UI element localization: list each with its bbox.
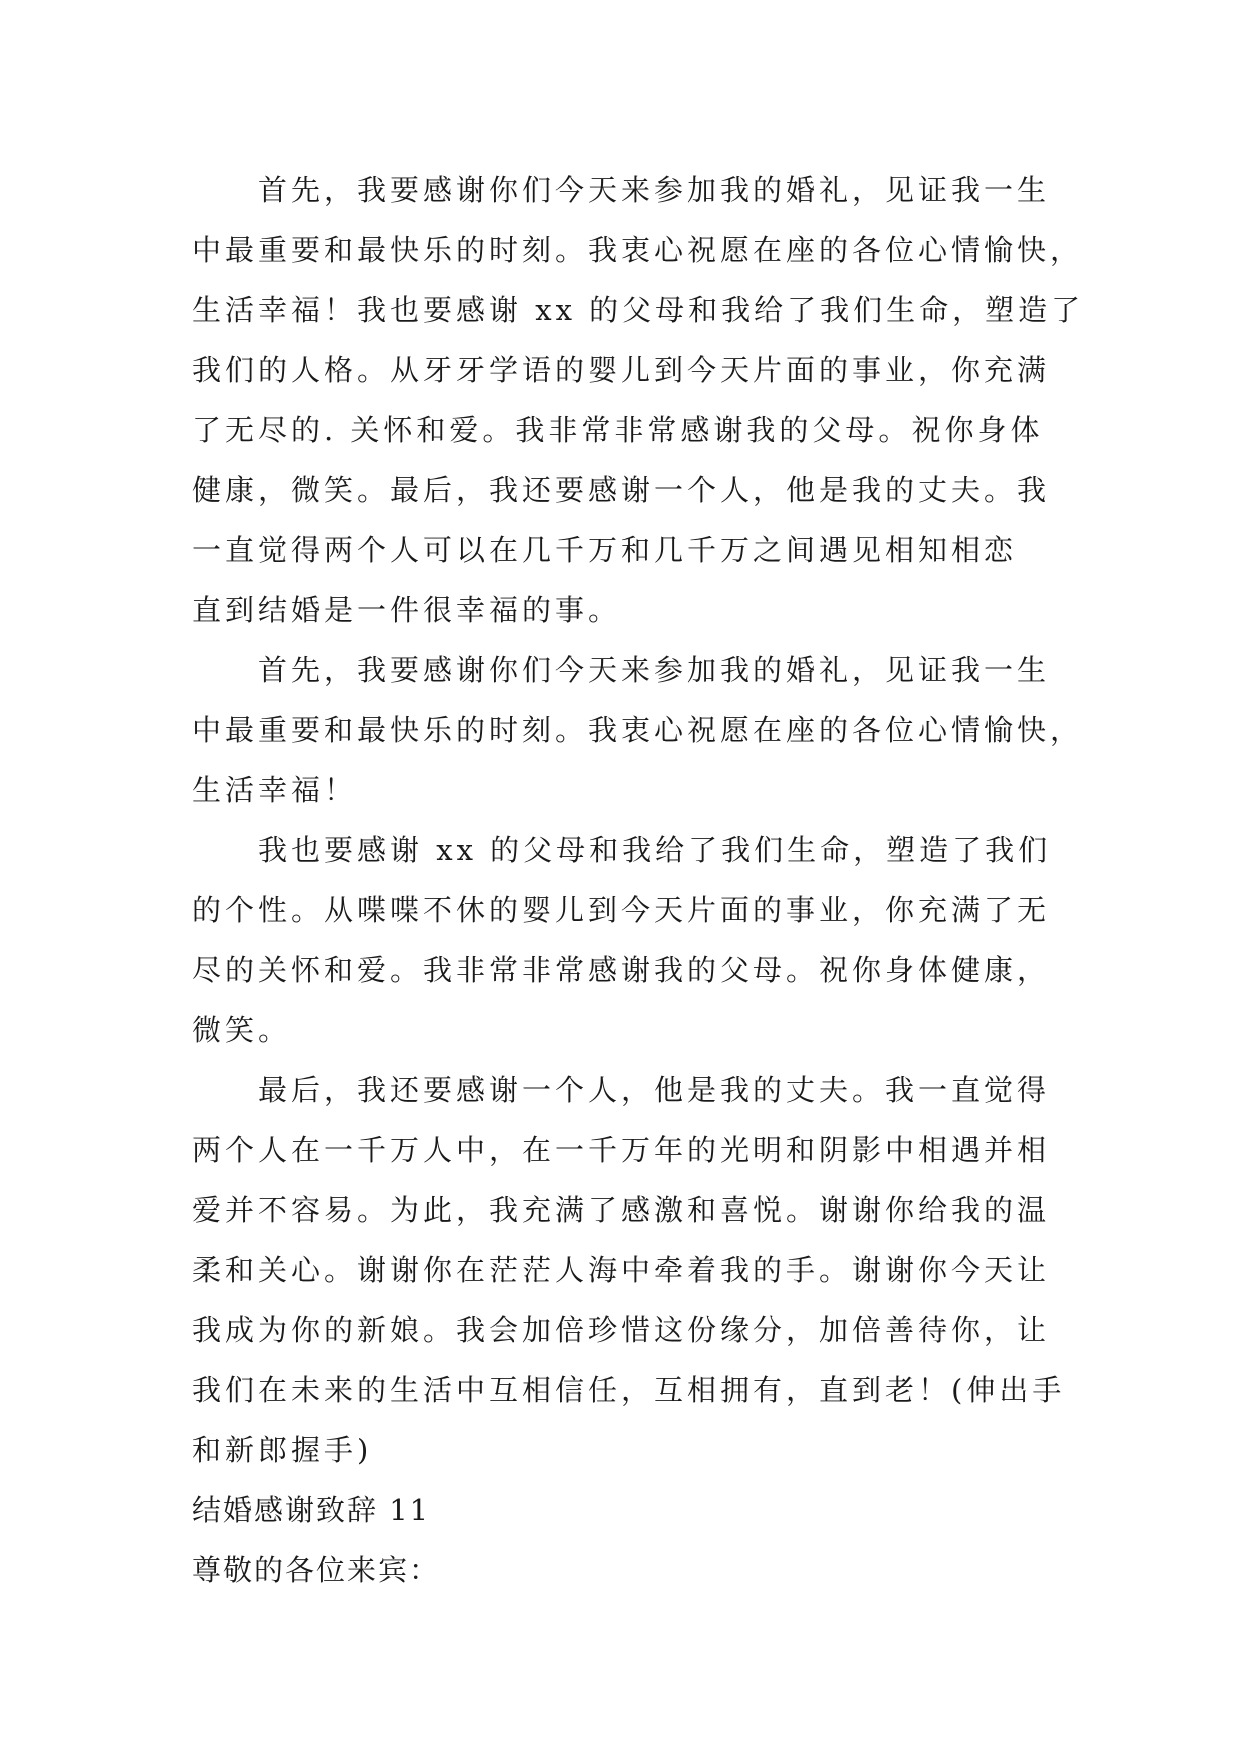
text-line: 我们的人格。从牙牙学语的婴儿到今天片面的事业，你充满 bbox=[192, 353, 1051, 387]
heading-text: 结婚感谢致辞 11 bbox=[192, 1493, 431, 1527]
text-line: 中最重要和最快乐的时刻。我衷心祝愿在座的各位心情愉快， bbox=[192, 233, 1084, 267]
paragraph bbox=[192, 160, 1092, 640]
text-line: 我成为你的新娘。我会加倍珍惜这份缘分，加倍善待你，让 bbox=[192, 1313, 1051, 1347]
text-line: 生活幸福！我也要感谢 xx 的父母和我给了我们生命，塑造了 bbox=[192, 293, 1085, 327]
text-line: 一直觉得两个人可以在几千万和几千万之间遇见相知相恋 bbox=[192, 533, 1018, 567]
section-heading bbox=[192, 1480, 1092, 1540]
paragraph bbox=[192, 640, 1092, 820]
text-line: 健康，微笑。最后，我还要感谢一个人，他是我的丈夫。我 bbox=[192, 473, 1051, 507]
text-line: 我们在未来的生活中互相信任，互相拥有，直到老！(伸出手 bbox=[192, 1373, 1066, 1407]
text-line: 首先，我要感谢你们今天来参加我的婚礼，见证我一生 bbox=[258, 653, 1051, 687]
text-line: 微笑。 bbox=[192, 1013, 292, 1047]
text-line: 了无尽的. 关怀和爱。我非常非常感谢我的父母。祝你身体 bbox=[192, 413, 1044, 447]
text-line: 最后，我还要感谢一个人，他是我的丈夫。我一直觉得 bbox=[258, 1073, 1051, 1107]
text-line: 柔和关心。谢谢你在茫茫人海中牵着我的手。谢谢你今天让 bbox=[192, 1253, 1051, 1287]
paragraph bbox=[192, 1060, 1092, 1480]
text-line: 尽的关怀和爱。我非常非常感谢我的父母。祝你身体健康， bbox=[192, 953, 1051, 987]
text-line: 和新郎握手) bbox=[192, 1433, 373, 1467]
text-line: 爱并不容易。为此，我充满了感激和喜悦。谢谢你给我的温 bbox=[192, 1193, 1051, 1227]
paragraph bbox=[192, 820, 1092, 1060]
salutation-text: 尊敬的各位来宾： bbox=[192, 1553, 441, 1587]
text-line: 生活幸福！ bbox=[192, 773, 358, 807]
salutation bbox=[192, 1540, 1092, 1600]
text-line: 我也要感谢 xx 的父母和我给了我们生命，塑造了我们 bbox=[258, 833, 1052, 867]
text-line: 的个性。从喋喋不休的婴儿到今天片面的事业，你充满了无 bbox=[192, 893, 1051, 927]
text-line: 首先，我要感谢你们今天来参加我的婚礼，见证我一生 bbox=[258, 173, 1051, 207]
text-line: 直到结婚是一件很幸福的事。 bbox=[192, 593, 622, 627]
text-line: 两个人在一千万人中，在一千万年的光明和阴影中相遇并相 bbox=[192, 1133, 1051, 1167]
text-line: 中最重要和最快乐的时刻。我衷心祝愿在座的各位心情愉快， bbox=[192, 713, 1084, 747]
document-body bbox=[192, 160, 1092, 1600]
